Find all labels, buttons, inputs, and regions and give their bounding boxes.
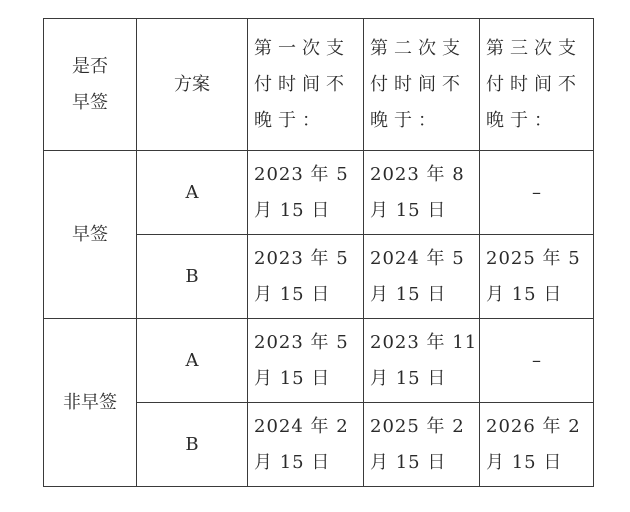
header-third-line1: 第三次支 <box>486 37 582 59</box>
date-line-1: 2023 年 5 <box>254 163 349 185</box>
plan-cell: A <box>137 151 248 235</box>
header-second-line1: 第二次支 <box>370 37 466 59</box>
group-label-non-early: 非早签 <box>44 319 137 487</box>
plan-cell: B <box>137 235 248 319</box>
header-first-line1: 第一次支 <box>254 37 350 59</box>
date-line-2: 月 15 日 <box>370 367 447 389</box>
second-payment-cell <box>364 403 480 487</box>
header-early-sign <box>44 19 137 151</box>
header-early-sign-line1: 是否 <box>72 55 108 77</box>
header-first-line2: 付时间不 <box>254 73 350 95</box>
date-line-1: 2023 年 11 <box>370 331 478 353</box>
date-line-1: 2025 年 5 <box>486 247 581 269</box>
header-first-payment <box>248 19 364 151</box>
third-payment-cell <box>480 235 594 319</box>
header-third-line3: 晚于： <box>486 109 558 131</box>
date-line-2: 月 15 日 <box>370 451 447 473</box>
header-early-sign-line2: 早签 <box>72 91 108 113</box>
header-plan: 方案 <box>137 19 248 151</box>
third-payment-cell <box>480 151 594 235</box>
first-payment-cell <box>248 235 364 319</box>
date-line-2: 月 15 日 <box>370 199 447 221</box>
date-line-2: 月 15 日 <box>254 283 331 305</box>
payment-schedule-table <box>43 18 594 487</box>
header-second-payment <box>364 19 480 151</box>
header-row <box>44 19 594 151</box>
date-line-2: 月 15 日 <box>254 451 331 473</box>
date-line-2: 月 15 日 <box>486 283 563 305</box>
date-line-1: 2023 年 5 <box>254 331 349 353</box>
plan-cell: B <box>137 403 248 487</box>
empty-dash: – <box>532 181 541 203</box>
table-row <box>44 319 594 403</box>
header-third-line2: 付时间不 <box>486 73 582 95</box>
header-third-payment <box>480 19 594 151</box>
second-payment-cell <box>364 319 480 403</box>
empty-dash: – <box>532 349 541 371</box>
header-second-line2: 付时间不 <box>370 73 466 95</box>
first-payment-cell <box>248 403 364 487</box>
date-line-1: 2024 年 5 <box>370 247 465 269</box>
first-payment-cell <box>248 151 364 235</box>
plan-cell: A <box>137 319 248 403</box>
first-payment-cell <box>248 319 364 403</box>
group-label-early: 早签 <box>44 151 137 319</box>
date-line-1: 2025 年 2 <box>370 415 465 437</box>
date-line-2: 月 15 日 <box>370 283 447 305</box>
header-second-line3: 晚于： <box>370 109 442 131</box>
date-line-1: 2026 年 2 <box>486 415 581 437</box>
table-row <box>44 151 594 235</box>
date-line-1: 2024 年 2 <box>254 415 349 437</box>
second-payment-cell <box>364 151 480 235</box>
second-payment-cell <box>364 235 480 319</box>
date-line-2: 月 15 日 <box>254 367 331 389</box>
date-line-2: 月 15 日 <box>486 451 563 473</box>
third-payment-cell <box>480 403 594 487</box>
header-first-line3: 晚于： <box>254 109 326 131</box>
third-payment-cell <box>480 319 594 403</box>
date-line-1: 2023 年 8 <box>370 163 465 185</box>
date-line-1: 2023 年 5 <box>254 247 349 269</box>
date-line-2: 月 15 日 <box>254 199 331 221</box>
